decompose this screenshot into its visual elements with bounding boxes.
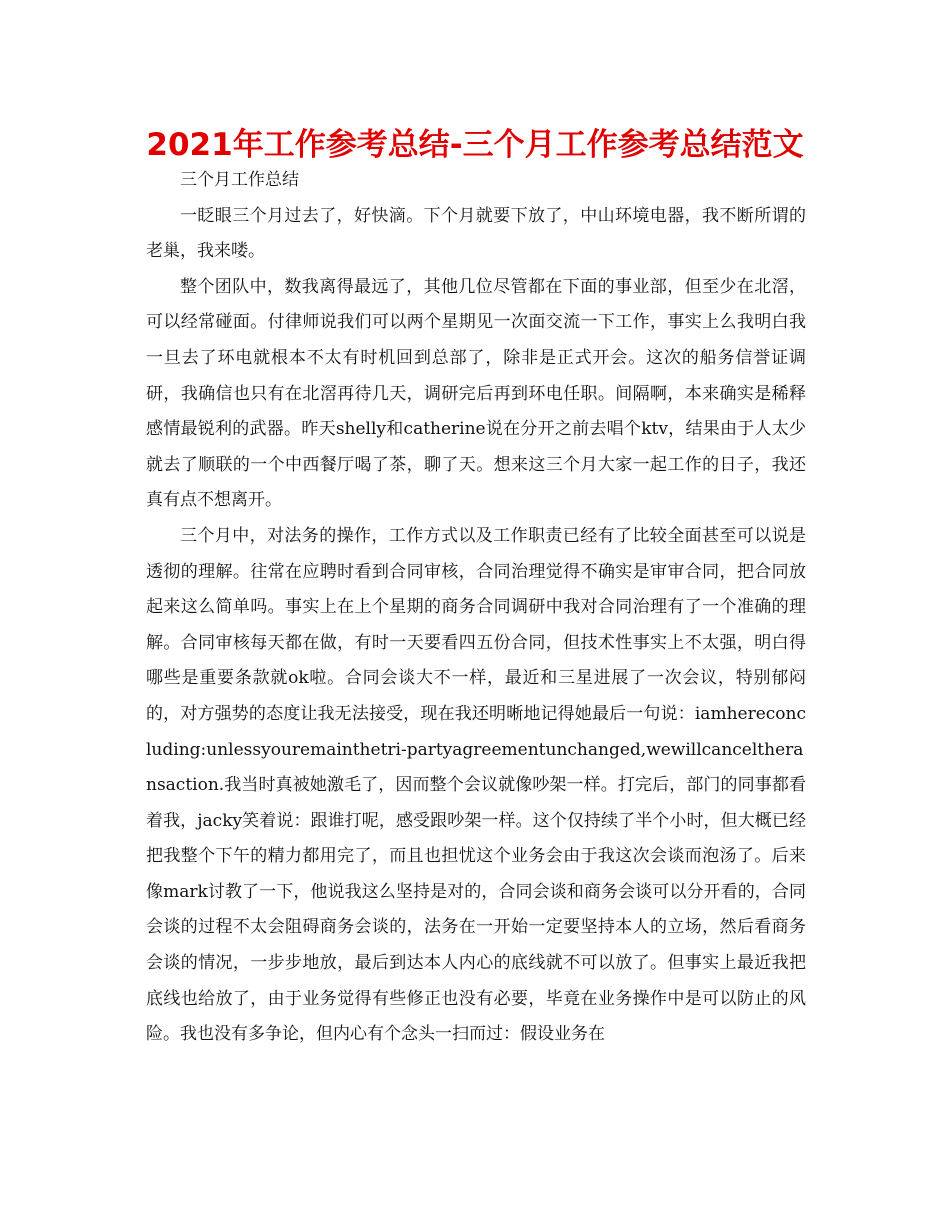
paragraph-team: 整个团队中，数我离得最远了，其他几位尽管都在下面的事业部，但至少在北滘，可以经常碰面。付律师说我们可以两个星期见一次面交流一下工作，事实上么我明白我一旦去了环电就根本不太有时机回到总部了，除非是正式开会。这次的船务信誉证调研，我确信也只有在北滘再待几天，调研完后再到环电任职。间隔啊，本来确实是稀释感情最锐利的武器。昨天shelly和catherine说在分开之前去唱个ktv，结果由于人太少就去了顺联的一个中西餐厅喝了茶，聊了天。想来这三个月大家一起工作的日子，我还真有点不想离开。 [146,276,806,511]
paragraph-intro: 一眨眼三个月过去了，好快滴。下个月就要下放了，中山环境电器，我不断所谓的老巢，我来喽。 [146,205,806,262]
document-body [146,163,806,1053]
document-title: 2021年工作参考总结-三个月工作参考总结范文 [146,127,804,163]
paragraph-legal-work: 三个月中，对法务的操作，工作方式以及工作职责已经有了比较全面甚至可以说是透彻的理解。往常在应聘时看到合同审核，合同治理觉得不确实是审审合同，把合同放起来这么简单吗。事实上在上个星期的商务合同调研中我对合同治理有了一个准确的理解。合同审核每天都在做，有时一天要看四五份合同，但技术性事实上不太强，明白得哪些是重要条款就ok啦。合同会谈大不一样，最近和三星进展了一次会议，特别郁闷的，对方强势的态度让我无法接受，现在我还明晰地记得她最后一句说：iamhereconcluding:unlessyouremainthetri-partyagreementunchanged,wewillcanceltheransaction.我当时真被她激毛了，因而整个会议就像吵架一样。打完后，部门的同事都看着我，jacky笑着说：跟谁打呢，感受跟吵架一样。这个仅持续了半个小时，但大概已经把我整个下午的精力都用完了，而且也担忧这个业务会由于我这次会谈而泡汤了。后来像mark讨教了一下，他说我这么坚持是对的，合同会谈和商务会谈可以分开看的，合同会谈的过程不太会阻碍商务会谈的，法务在一开始一定要坚持本人的立场，然后看商务会谈的情况，一步步地放，最后到达本人内心的底线就不可以放了。但事实上最近我把底线也给放了，由于业务觉得有些修正也没有必要，毕竟在业务操作中是可以防止的风险。我也没有多争论，但内心有个念头一扫而过：假设业务在 [146,525,806,1045]
paragraph-subtitle: 三个月工作总结 [180,170,299,190]
